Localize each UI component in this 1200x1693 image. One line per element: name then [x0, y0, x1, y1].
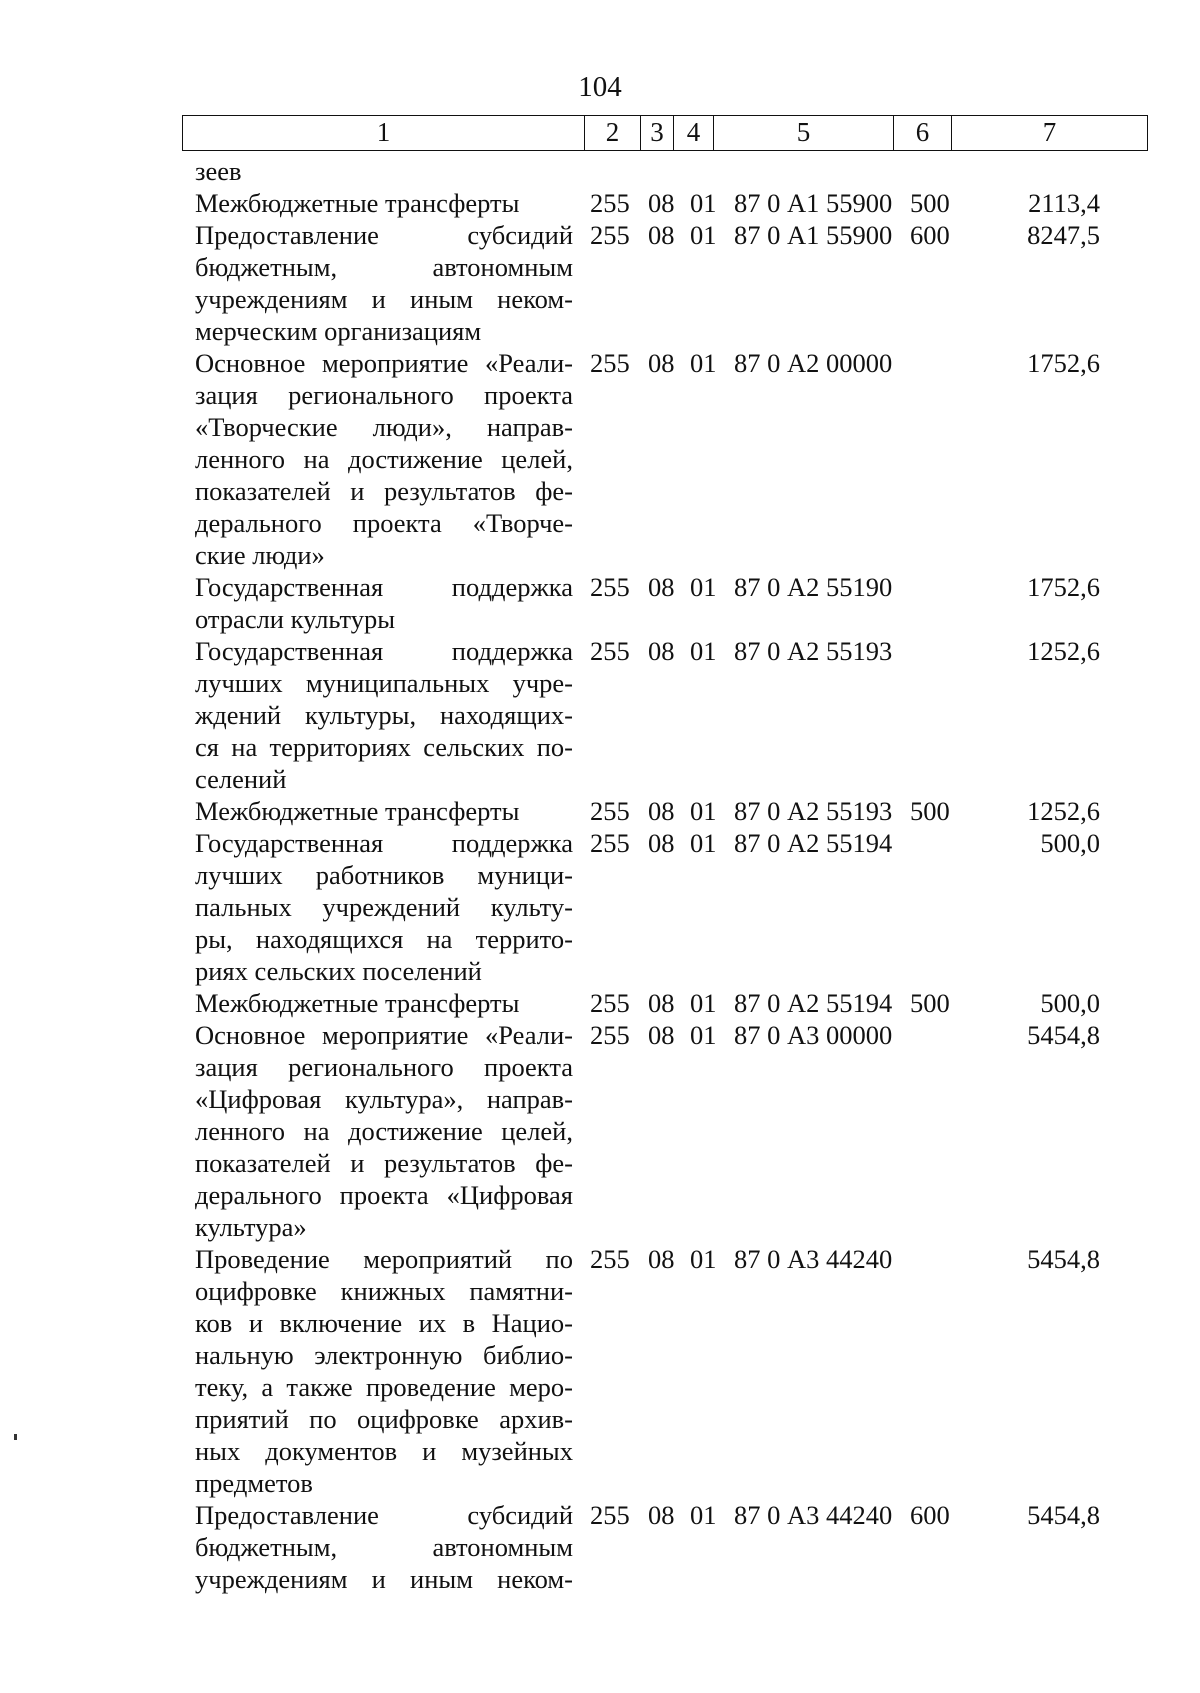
row-col-2: 255 — [590, 1500, 630, 1530]
row-col-4: 01 — [690, 1500, 717, 1530]
row-name-line: ков и включение их в Нацио- — [195, 1308, 573, 1338]
row-col-5: 87 0 А2 55194 — [734, 828, 893, 858]
row-col-5: 87 0 А2 55193 — [734, 636, 893, 666]
row-name — [195, 187, 573, 219]
row-col-2: 255 — [590, 1020, 630, 1050]
table-row — [0, 1243, 1200, 1499]
row-col-6: 500 — [910, 796, 950, 826]
row-name — [195, 1243, 573, 1499]
row-col-5: 87 0 А1 55900 — [734, 188, 893, 218]
row-name-line: ных документов и музейных — [195, 1436, 573, 1466]
row-col-2: 255 — [590, 348, 630, 378]
row-col-4: 01 — [690, 636, 717, 666]
row-name-line: отрасли культуры — [195, 604, 396, 634]
row-col-7: 8247,5 — [1027, 220, 1100, 250]
row-name-line: зация регионального проекта — [195, 1052, 573, 1082]
row-name-line: Государственная поддержка — [195, 572, 573, 602]
row-col-2: 255 — [590, 988, 630, 1018]
table-row — [0, 219, 1200, 347]
row-col-4: 01 — [690, 1244, 717, 1274]
row-name-line: бюджетным, автономным — [195, 252, 573, 282]
row-name-line: риях сельских поселений — [195, 956, 482, 986]
row-col-3: 08 — [648, 828, 675, 858]
row-col-2: 255 — [590, 188, 630, 218]
row-col-7: 5454,8 — [1027, 1020, 1100, 1050]
table-row — [0, 635, 1200, 795]
table-row — [0, 571, 1200, 635]
row-col-3: 08 — [648, 572, 675, 602]
table-header — [182, 115, 1148, 151]
row-name — [195, 987, 573, 1019]
row-col-2: 255 — [590, 828, 630, 858]
row-name-line: лучших работников муници- — [195, 860, 573, 890]
table-row — [0, 1019, 1200, 1243]
row-col-6: 500 — [910, 988, 950, 1018]
row-name-line: селений — [195, 764, 287, 794]
row-col-3: 08 — [648, 796, 675, 826]
row-col-5: 87 0 А3 44240 — [734, 1500, 893, 1530]
table-row — [0, 347, 1200, 571]
row-name-line: Основное мероприятие «Реали- — [195, 1020, 573, 1050]
row-col-3: 08 — [648, 1244, 675, 1274]
row-col-4: 01 — [690, 220, 717, 250]
table-row — [0, 827, 1200, 987]
row-col-7: 1752,6 — [1027, 572, 1100, 602]
row-name-line: ждений культуры, находящих- — [195, 700, 573, 730]
row-col-7: 500,0 — [1040, 828, 1100, 858]
header-col-7: 7 — [1042, 117, 1057, 147]
row-name-line: Межбюджетные трансферты — [195, 796, 520, 826]
row-col-4: 01 — [690, 348, 717, 378]
row-col-2: 255 — [590, 796, 630, 826]
row-col-3: 08 — [648, 636, 675, 666]
row-col-2: 255 — [590, 220, 630, 250]
row-col-3: 08 — [648, 188, 675, 218]
row-name — [195, 219, 573, 347]
row-col-4: 01 — [690, 796, 717, 826]
row-col-5: 87 0 А3 44240 — [734, 1244, 893, 1274]
row-name-line: ские люди» — [195, 540, 325, 570]
row-col-7: 2113,4 — [1028, 188, 1100, 218]
row-col-4: 01 — [690, 188, 717, 218]
row-name-line: Межбюджетные трансферты — [195, 988, 520, 1018]
row-name — [195, 827, 573, 987]
row-name-line: мерческим организациям — [195, 316, 482, 346]
row-name-line: нальную электронную библио- — [195, 1340, 573, 1370]
row-col-6: 600 — [910, 1500, 950, 1530]
row-col-7: 1752,6 — [1027, 348, 1100, 378]
margin-mark — [14, 1434, 17, 1440]
header-col-5: 5 — [714, 116, 894, 150]
row-col-5: 87 0 А1 55900 — [734, 220, 893, 250]
row-name-line: Государственная поддержка — [195, 828, 573, 858]
row-name-line: показателей и результатов фе- — [195, 1148, 573, 1178]
row-name-line: ленного на достижение целей, — [195, 444, 573, 474]
row-col-7: 1252,6 — [1027, 636, 1100, 666]
row-col-7: 1252,6 — [1027, 796, 1100, 826]
row-col-4: 01 — [690, 988, 717, 1018]
row-name-line: ры, находящихся на террито- — [195, 924, 573, 954]
row-name — [195, 155, 573, 187]
row-col-4: 01 — [690, 572, 717, 602]
row-name-line: лучших муниципальных учре- — [195, 668, 573, 698]
row-name-line: дерального проекта «Цифровая — [195, 1180, 573, 1210]
row-name-line: зеев — [195, 156, 242, 186]
row-col-5: 87 0 А2 55190 — [734, 572, 893, 602]
row-name — [195, 347, 573, 571]
row-col-7: 500,0 — [1040, 988, 1100, 1018]
table-row — [0, 187, 1200, 219]
table-row — [0, 987, 1200, 1019]
row-col-2: 255 — [590, 1244, 630, 1274]
table-row — [0, 795, 1200, 827]
row-name-line: ся на территориях сельских по- — [195, 732, 573, 762]
row-col-5: 87 0 А2 00000 — [734, 348, 893, 378]
header-col-1: 1 — [183, 116, 585, 150]
row-name-line: дерального проекта «Творче- — [195, 508, 573, 538]
row-col-5: 87 0 А2 55194 — [734, 988, 893, 1018]
row-col-7: 5454,8 — [1027, 1500, 1100, 1530]
row-name — [195, 1499, 573, 1595]
row-name-line: Предоставление субсидий — [195, 1500, 573, 1530]
header-col-4: 4 — [674, 116, 714, 150]
header-col-3: 3 — [641, 116, 674, 150]
row-name-line: теку, а также проведение меро- — [195, 1372, 573, 1402]
row-name-line: культура» — [195, 1212, 307, 1242]
row-name-line: зация регионального проекта — [195, 380, 573, 410]
header-col-6: 6 — [894, 116, 952, 150]
row-col-6: 500 — [910, 188, 950, 218]
row-name-line: «Творческие люди», направ- — [195, 412, 573, 442]
row-col-7: 5454,8 — [1027, 1244, 1100, 1274]
table-row — [0, 1499, 1200, 1595]
row-name-line: учреждениям и иным неком- — [195, 1564, 573, 1594]
row-name-line: пальных учреждений культу- — [195, 892, 573, 922]
row-name — [195, 571, 573, 635]
row-name — [195, 795, 573, 827]
row-name — [195, 1019, 573, 1243]
row-name-line: предметов — [195, 1468, 313, 1498]
row-name-line: учреждениям и иным неком- — [195, 284, 573, 314]
row-col-2: 255 — [590, 636, 630, 666]
row-col-5: 87 0 А2 55193 — [734, 796, 893, 826]
row-name-line: ленного на достижение целей, — [195, 1116, 573, 1146]
row-name-line: приятий по оцифровке архив- — [195, 1404, 573, 1434]
row-col-6: 600 — [910, 220, 950, 250]
row-name-line: Государственная поддержка — [195, 636, 573, 666]
row-name-line: бюджетным, автономным — [195, 1532, 573, 1562]
row-name-line: «Цифровая культура», направ- — [195, 1084, 573, 1114]
row-name-line: Проведение мероприятий по — [195, 1244, 573, 1274]
row-name-line: Основное мероприятие «Реали- — [195, 348, 573, 378]
header-col-2: 2 — [585, 116, 641, 150]
table-row — [0, 155, 1200, 187]
row-name-line: Предоставление субсидий — [195, 220, 573, 250]
row-col-3: 08 — [648, 1020, 675, 1050]
row-col-3: 08 — [648, 348, 675, 378]
row-col-3: 08 — [648, 220, 675, 250]
row-name-line: оцифровке книжных памятни- — [195, 1276, 573, 1306]
row-col-4: 01 — [690, 828, 717, 858]
row-col-5: 87 0 А3 00000 — [734, 1020, 893, 1050]
row-name — [195, 635, 573, 795]
row-col-3: 08 — [648, 988, 675, 1018]
page-number: 104 — [578, 71, 622, 103]
row-name-line: Межбюджетные трансферты — [195, 188, 520, 218]
row-name-line: показателей и результатов фе- — [195, 476, 573, 506]
row-col-2: 255 — [590, 572, 630, 602]
table-body — [0, 155, 1200, 1595]
row-col-3: 08 — [648, 1500, 675, 1530]
row-col-4: 01 — [690, 1020, 717, 1050]
